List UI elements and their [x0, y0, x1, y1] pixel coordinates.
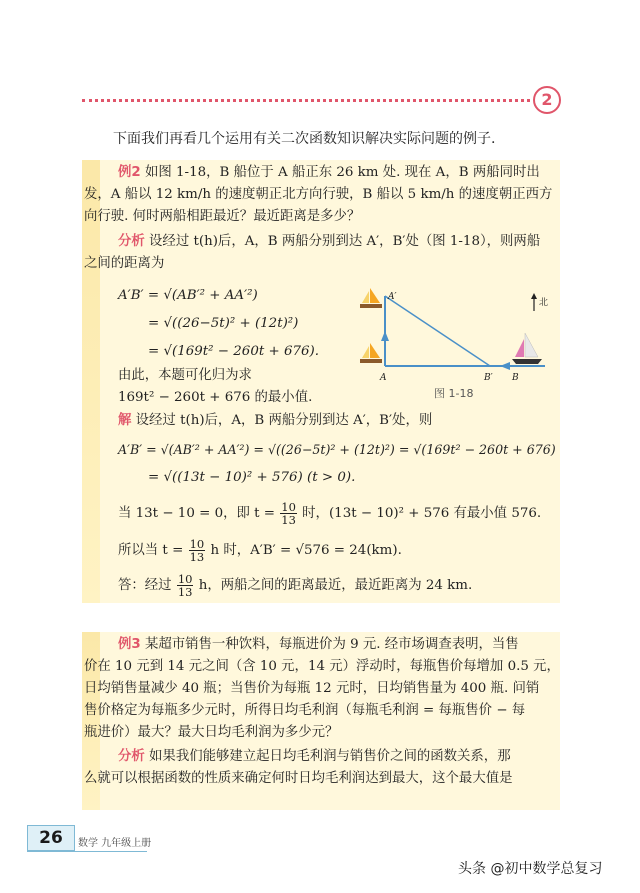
formula2-line-1: A′B′ = √(AB′² + AA′²) = √((26−5t)² + (12t)²) = √(169t² − 260t + 676) — [118, 442, 556, 457]
footer-rule — [27, 851, 147, 852]
formula2-line-2: = √((13t − 10)² + 576) (t > 0). — [148, 470, 356, 485]
north-indicator-arrow — [531, 293, 537, 299]
example3-analysis-line-1: 分析 如果我们能够建立起日均毛利润与销售价之间的函数关系，那 — [118, 749, 511, 764]
page-number: 26 — [27, 825, 75, 851]
example3-label: 例3 — [118, 637, 141, 652]
watermark-text: 头条 @初中数学总复习 — [458, 861, 603, 877]
solution-line: 解 设经过 t(h)后，A，B 两船分别到达 A′，B′处，则 — [118, 413, 433, 428]
when-line: 当 13t − 10 = 0，即 t = $\frac{10}{13}$ 时，(13t − 10)² + 576 有最小值 576. — [118, 500, 542, 527]
example3-line-1: 例3 某超市销售一种饮料，每瓶进价为 9 元. 经市场调查表明，当售 — [118, 637, 519, 652]
figure-1-18 — [350, 283, 555, 398]
example3-analysis-label: 分析 — [118, 749, 145, 764]
label-a: A — [380, 373, 387, 383]
example3-analysis-line-2: 么就可以根据函数的性质来确定何时日均毛利润达到最大，这个最大值是 — [84, 771, 513, 786]
example3-line-2: 价在 10 元到 14 元之间（含 10 元，14 元）浮动时，每瓶售价每增加 0.5 元， — [84, 659, 560, 674]
header-dotted-rule — [82, 99, 530, 102]
example3-line-3: 日均销售量减少 40 瓶；当售价为每瓶 12 元时，日均销售量为 400 瓶. 问销 — [84, 681, 540, 696]
example3-line-5: 瓶进价）最大？最大日均毛利润为多少元？ — [84, 725, 339, 740]
solution-label: 解 — [118, 413, 132, 428]
label-a-prime: A′ — [388, 292, 397, 302]
analysis-label: 分析 — [118, 234, 145, 249]
ship-a-prime-icon — [360, 288, 382, 308]
formula1-line-1: A′B′ = √(AB′² + AA′²) — [118, 288, 258, 303]
west-arrow-marker — [500, 362, 510, 370]
fraction-10-13: $\frac{10}{13}$ — [189, 537, 205, 564]
intro-text: 下面我们再看几个运用有关二次函数知识解决实际问题的例子. — [113, 131, 496, 147]
example2-line-1: 例2 如图 1-18，B 船位于 A 船正东 26 km 处. 现在 A，B 两船同时出 — [118, 165, 540, 180]
analysis-line-1: 分析 设经过 t(h)后，A，B 两船分别到达 A′，B′处（图 1-18），则两船 — [118, 234, 541, 249]
example2-line-3: 向行驶. 何时两船相距最近？最近距离是多少？ — [84, 209, 361, 224]
ship-a-icon — [360, 343, 382, 363]
example2-line-2: 发，A 船以 12 km/h 的速度朝正北方向行驶，B 船以 5 km/h 的速度朝正西方 — [84, 187, 553, 202]
formula1-line-3: = √(169t² − 260t + 676). — [148, 344, 319, 359]
distance-segment — [385, 296, 490, 366]
fraction-10-13: $\frac{10}{13}$ — [281, 500, 296, 527]
book-title: 数学 九年级上册 — [78, 838, 152, 849]
reduce-line-2: 169t² − 260t + 676 的最小值. — [118, 390, 313, 405]
example3-line-4: 售价格定为每瓶多少元时，所得日均毛利润（每瓶毛利润 = 每瓶售价 − 每 — [84, 703, 526, 718]
example2-label: 例2 — [118, 165, 141, 180]
analysis-line-2: 之间的距离为 — [84, 256, 165, 271]
fraction-10-13: $\frac{10}{13}$ — [177, 572, 193, 599]
formula1-line-2: = √((26−5t)² + (12t)²) — [148, 316, 299, 331]
chapter-number-badge: 2 — [533, 86, 561, 114]
label-b-prime: B′ — [484, 373, 493, 383]
label-b: B — [512, 373, 519, 383]
answer-line: 答：经过 $\frac{10}{13}$ h，两船之间的距离最近，最近距离为 24 km. — [118, 572, 473, 599]
north-arrow-marker — [381, 331, 389, 341]
reduce-line-1: 由此，本题可化归为求 — [118, 368, 252, 383]
so-line: 所以当 t = $\frac{10}{13}$ h 时，A′B′ = √576 = 24(km). — [118, 537, 402, 564]
figure-caption: 图 1-18 — [434, 387, 474, 400]
north-label: 北 — [539, 298, 549, 308]
ship-b-icon — [512, 333, 542, 364]
